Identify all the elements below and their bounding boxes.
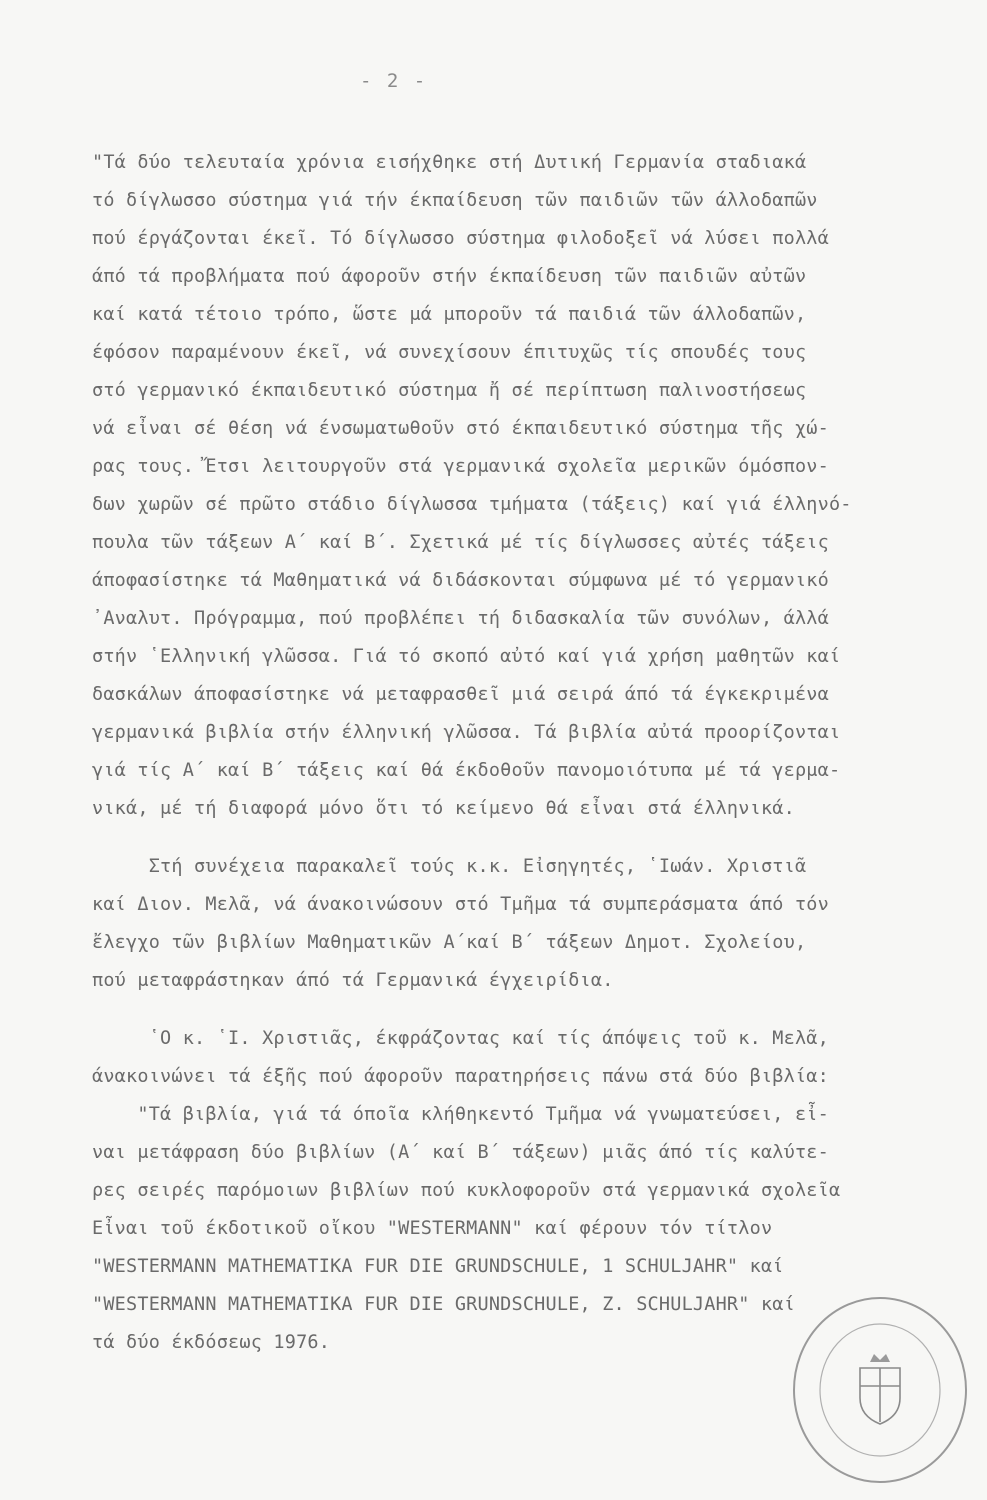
text-line: ᾿Αναλυτ. Πρόγραμμα, πού προβλέπει τή διδασκαλία τῶν συνόλων, άλλά [92, 608, 829, 629]
text-line: τά δύο έκδόσεως 1976. [92, 1332, 331, 1353]
text-line: "Τά βιβλία, γιά τά όποῖα κλήθηκεντό Τμῆμα νά γνωματεύσει, εἶ- [92, 1104, 829, 1125]
paragraph-gap [92, 828, 972, 848]
text-line: πού μεταφράστηκαν άπό τά Γερμανικά έγχειρίδια. [92, 970, 614, 991]
text-line: δων χωρῶν σέ πρῶτο στάδιο δίγλωσσα τμήματα (τάξεις) καί γιά έλληνό- [92, 494, 852, 515]
text-line: δασκάλων άποφασίστηκε νά μεταφρασθεῖ μιά σειρά άπό τά έγκεκριμένα [92, 684, 829, 705]
text-line: στό γερμανικό έκπαιδευτικό σύστημα ἤ σέ περίπτωση παλινοστήσεως [92, 380, 807, 401]
text-line: Στή συνέχεια παρακαλεῖ τούς κ.κ. Εἰσηγητές, ῾Ιωάν. Χριστιᾶ [92, 856, 807, 877]
text-line: πουλα τῶν τάξεων Α΄ καί Β΄. Σχετικά μέ τίς δίγλωσσες αὐτές τάξεις [92, 532, 829, 553]
text-line: ῾Ο κ. ῾Ι. Χριστιᾶς, έκφράζοντας καί τίς άπόψεις τοῦ κ. Μελᾶ, [92, 1028, 829, 1049]
paragraph-gap [92, 1000, 972, 1020]
text-line: ναι μετάφραση δύο βιβλίων (Α΄ καί Β΄ τάξεων) μιᾶς άπό τίς καλύτε- [92, 1142, 829, 1163]
text-line: "WESTERMANN MATHEMATIKA FUR DIE GRUNDSCHULE, 1 SCHULJAHR" καί [92, 1256, 784, 1277]
body-text [92, 144, 972, 1362]
text-line: πού έργάζονται έκεῖ. Τό δίγλωσσο σύστημα φιλοδοξεῖ νά λύσει πολλά [92, 228, 829, 249]
text-line: άπό τά προβλήματα πού άφοροῦν στήν έκπαίδευση τῶν παιδιῶν αὐτῶν [92, 266, 807, 287]
text-line: "Τά δύο τελευταία χρόνια εισήχθηκε στή Δυτική Γερμανία σταδιακά [92, 152, 807, 173]
text-line: άποφασίστηκε τά Μαθηματικά νά διδάσκονται σύμφωνα μέ τό γερμανικό [92, 570, 829, 591]
text-line: Εἶναι τοῦ έκδοτικοῦ οἴκου "WESTERMANN" καί φέρουν τόν τίτλον [92, 1218, 773, 1239]
paragraph-1 [92, 144, 972, 828]
text-line: ἔλεγχο τῶν βιβλίων Μαθηματικῶν Α΄καί Β΄ τάξεων Δημοτ. Σχολείου, [92, 932, 807, 953]
text-line: ρας τους. Ἔτσι λειτουργοῦν στά γερμανικά σχολεῖα μερικῶν όμόσπον- [92, 456, 829, 477]
paragraph-2 [92, 848, 972, 1000]
seal-icon [780, 1290, 970, 1490]
text-line: άνακοινώνει τά έξῆς πού άφοροῦν παρατηρήσεις πάνω στά δύο βιβλία: [92, 1066, 829, 1087]
text-line: νά εἶναι σέ θέση νά ένσωματωθοῦν στό έκπαιδευτικό σύστημα τῆς χώ- [92, 418, 829, 439]
text-line: νικά, μέ τή διαφορά μόνο ὅτι τό κείμενο θά εἶναι στά έλληνικά. [92, 798, 795, 819]
text-line: γερμανικά βιβλία στήν έλληνική γλῶσσα. Τά βιβλία αὐτά προορίζονται [92, 722, 841, 743]
text-line: ρες σειρές παρόμοιων βιβλίων πού κυκλοφοροῦν στά γερμανικά σχολεῖα [92, 1180, 841, 1201]
official-seal [780, 1290, 970, 1490]
text-line: τό δίγλωσσο σύστημα γιά τήν έκπαίδευση τῶν παιδιῶν τῶν άλλοδαπῶν [92, 190, 818, 211]
text-line: στήν ῾Ελληνική γλῶσσα. Γιά τό σκοπό αὐτό καί γιά χρήση μαθητῶν καί [92, 646, 841, 667]
page-number: - 2 - [360, 70, 428, 92]
text-line: "WESTERMANN MATHEMATIKA FUR DIE GRUNDSCHULE, Z. SCHULJAHR" καί [92, 1294, 795, 1315]
text-line: γιά τίς Α΄ καί Β΄ τάξεις καί θά έκδοθοῦν πανομοιότυπα μέ τά γερμα- [92, 760, 841, 781]
text-line: καί κατά τέτοιο τρόπο, ὥστε μά μποροῦν τά παιδιά τῶν άλλοδαπῶν, [92, 304, 807, 325]
text-line: καί Διον. Μελᾶ, νά άνακοινώσουν στό Τμῆμα τά συμπεράσματα άπό τόν [92, 894, 829, 915]
text-line: έφόσον παραμένουν έκεῖ, νά συνεχίσουν έπιτυχῶς τίς σπουδές τους [92, 342, 807, 363]
